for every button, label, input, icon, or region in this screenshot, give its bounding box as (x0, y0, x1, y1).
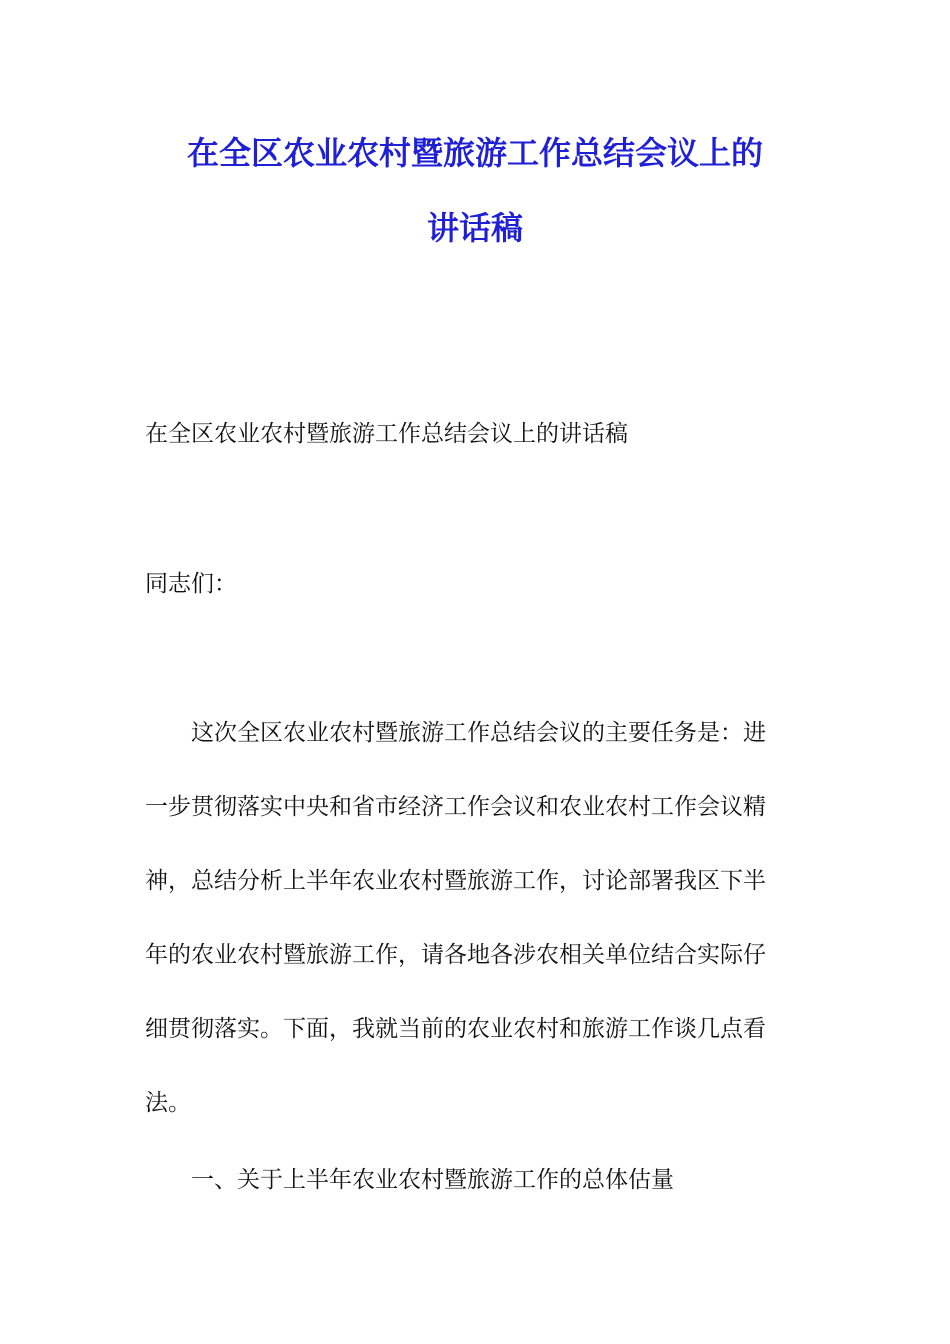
document-subtitle: 在全区农业农村暨旅游工作总结会议上的讲话稿 (145, 421, 628, 447)
salutation: 同志们： (145, 571, 237, 597)
paragraph-line: 神，总结分析上半年农业农村暨旅游工作，讨论部署我区下半 (145, 868, 766, 894)
paragraph-line: 年的农业农村暨旅游工作，请各地各涉农相关单位结合实际仔 (145, 942, 766, 968)
section-heading-1: 一、关于上半年农业农村暨旅游工作的总体估量 (191, 1167, 674, 1193)
paragraph-line: 这次全区农业农村暨旅游工作总结会议的主要任务是：进 (191, 720, 766, 746)
document-title-line1: 在全区农业农村暨旅游工作总结会议上的 (186, 134, 763, 172)
document-title-line2: 讲话稿 (426, 209, 523, 247)
paragraph-1 (145, 715, 810, 1159)
paragraph-line: 细贯彻落实。下面，我就当前的农业农村和旅游工作谈几点看 (145, 1016, 766, 1042)
paragraph-line: 法。 (145, 1090, 191, 1116)
paragraph-line: 一步贯彻落实中央和省市经济工作会议和农业农村工作会议精 (145, 794, 766, 820)
